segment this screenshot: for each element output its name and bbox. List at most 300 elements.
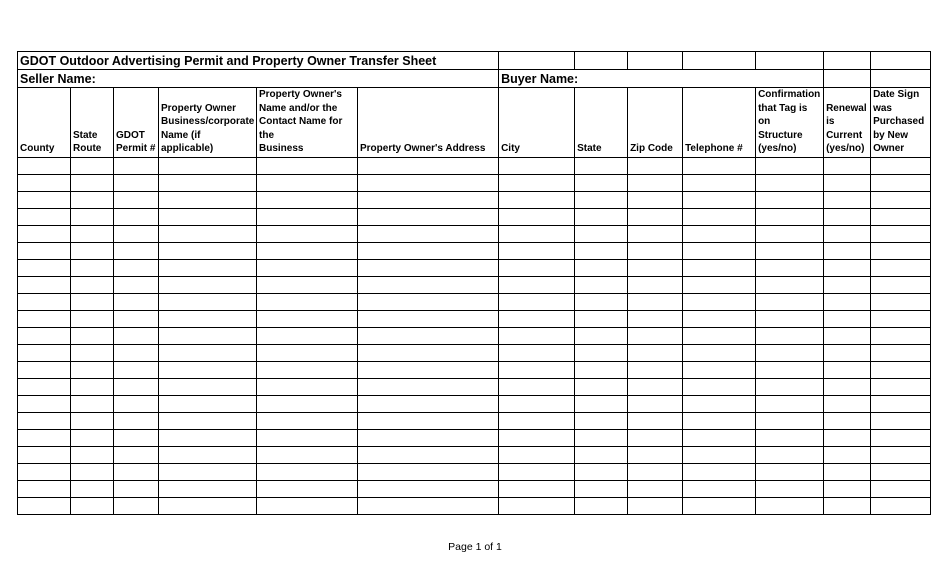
table-cell[interactable] (257, 481, 358, 498)
table-cell[interactable] (628, 430, 683, 447)
table-cell[interactable] (824, 498, 871, 515)
table-cell[interactable] (871, 208, 931, 225)
table-cell[interactable] (756, 276, 824, 293)
table-cell[interactable] (824, 157, 871, 174)
table-cell[interactable] (499, 464, 575, 481)
table-cell[interactable] (18, 430, 71, 447)
table-cell[interactable] (159, 157, 257, 174)
table-cell[interactable] (358, 276, 499, 293)
table-cell[interactable] (871, 498, 931, 515)
table-cell[interactable] (756, 362, 824, 379)
table-cell[interactable] (683, 242, 756, 259)
table-cell[interactable] (871, 259, 931, 276)
column-header-line: Property Owner's Address (360, 143, 486, 154)
table-cell[interactable] (499, 259, 575, 276)
table-cell[interactable] (499, 327, 575, 344)
table-cell[interactable] (18, 208, 71, 225)
table-cell[interactable] (683, 464, 756, 481)
table-cell[interactable] (159, 447, 257, 464)
table-cell[interactable] (159, 208, 257, 225)
table-cell[interactable] (628, 276, 683, 293)
table-cell[interactable] (71, 242, 114, 259)
table-cell[interactable] (114, 481, 159, 498)
table-cell[interactable] (71, 447, 114, 464)
table-cell[interactable] (257, 464, 358, 481)
table-cell[interactable] (71, 464, 114, 481)
table-cell[interactable] (683, 276, 756, 293)
table-cell[interactable] (71, 259, 114, 276)
table-cell[interactable] (114, 310, 159, 327)
table-cell[interactable] (871, 396, 931, 413)
table-cell[interactable] (756, 464, 824, 481)
table-cell[interactable] (18, 327, 71, 344)
table-cell[interactable] (257, 345, 358, 362)
table-cell[interactable] (358, 447, 499, 464)
table-cell[interactable] (756, 498, 824, 515)
table-cell[interactable] (575, 157, 628, 174)
table-cell[interactable] (871, 310, 931, 327)
table-cell[interactable] (575, 464, 628, 481)
table-cell[interactable] (575, 174, 628, 191)
table-cell[interactable] (824, 413, 871, 430)
table-cell[interactable] (871, 225, 931, 242)
table-cell[interactable] (159, 276, 257, 293)
table-cell[interactable] (159, 396, 257, 413)
table-cell[interactable] (358, 345, 499, 362)
table-cell[interactable] (756, 242, 824, 259)
table-cell[interactable] (824, 293, 871, 310)
table-cell[interactable] (575, 430, 628, 447)
table-cell[interactable] (499, 293, 575, 310)
table-cell[interactable] (575, 259, 628, 276)
title-blank-cell[interactable] (756, 52, 824, 70)
table-cell[interactable] (871, 174, 931, 191)
table-cell[interactable] (114, 174, 159, 191)
table-cell[interactable] (871, 379, 931, 396)
table-cell[interactable] (756, 157, 824, 174)
table-cell[interactable] (71, 174, 114, 191)
column-header-line: Telephone # (685, 143, 743, 154)
table-cell[interactable] (114, 379, 159, 396)
table-cell[interactable] (257, 362, 358, 379)
table-cell[interactable] (499, 413, 575, 430)
table-cell[interactable] (628, 208, 683, 225)
table-cell[interactable] (499, 157, 575, 174)
table-cell[interactable] (18, 447, 71, 464)
table-cell[interactable] (824, 327, 871, 344)
table-cell[interactable] (628, 157, 683, 174)
table-cell[interactable] (71, 379, 114, 396)
table-cell[interactable] (499, 362, 575, 379)
table-cell[interactable] (358, 259, 499, 276)
table-cell[interactable] (114, 208, 159, 225)
table-cell[interactable] (824, 276, 871, 293)
table-cell[interactable] (71, 276, 114, 293)
table-cell[interactable] (114, 225, 159, 242)
table-cell[interactable] (358, 481, 499, 498)
table-cell[interactable] (824, 310, 871, 327)
table-cell[interactable] (358, 293, 499, 310)
table-cell[interactable] (756, 396, 824, 413)
table-cell[interactable] (114, 396, 159, 413)
table-cell[interactable] (575, 396, 628, 413)
table-cell[interactable] (71, 327, 114, 344)
table-cell[interactable] (756, 259, 824, 276)
table-cell[interactable] (756, 225, 824, 242)
table-cell[interactable] (683, 379, 756, 396)
table-cell[interactable] (257, 447, 358, 464)
table-cell[interactable] (683, 310, 756, 327)
table-cell[interactable] (683, 208, 756, 225)
title-blank-cell[interactable] (871, 52, 931, 70)
table-cell[interactable] (114, 259, 159, 276)
table-cell[interactable] (358, 379, 499, 396)
table-cell[interactable] (499, 242, 575, 259)
names-row (18, 70, 931, 88)
table-cell[interactable] (18, 396, 71, 413)
table-cell[interactable] (824, 430, 871, 447)
table-cell[interactable] (575, 191, 628, 208)
table-cell[interactable] (18, 345, 71, 362)
names-blank-cell[interactable] (824, 70, 871, 88)
table-cell[interactable] (159, 242, 257, 259)
table-cell[interactable] (18, 293, 71, 310)
table-cell[interactable] (628, 379, 683, 396)
table-cell[interactable] (824, 362, 871, 379)
table-cell[interactable] (824, 396, 871, 413)
column-header-line: Purchased (873, 116, 925, 127)
table-cell[interactable] (628, 225, 683, 242)
table-cell[interactable] (871, 276, 931, 293)
table-cell[interactable] (628, 362, 683, 379)
table-cell[interactable] (499, 396, 575, 413)
table-cell[interactable] (756, 293, 824, 310)
table-cell[interactable] (628, 481, 683, 498)
table-cell[interactable] (358, 396, 499, 413)
table-cell[interactable] (628, 498, 683, 515)
table-cell[interactable] (71, 293, 114, 310)
table-cell[interactable] (358, 413, 499, 430)
table-cell[interactable] (358, 464, 499, 481)
table-cell[interactable] (159, 174, 257, 191)
table-cell[interactable] (683, 293, 756, 310)
column-header (824, 88, 871, 158)
table-cell[interactable] (628, 327, 683, 344)
table-cell[interactable] (71, 191, 114, 208)
table-cell[interactable] (257, 396, 358, 413)
table-cell[interactable] (358, 225, 499, 242)
table-cell[interactable] (499, 225, 575, 242)
table-cell[interactable] (628, 242, 683, 259)
table-cell[interactable] (159, 293, 257, 310)
table-cell[interactable] (18, 225, 71, 242)
table-cell[interactable] (159, 310, 257, 327)
table-cell[interactable] (114, 157, 159, 174)
table-cell[interactable] (683, 191, 756, 208)
table-cell[interactable] (71, 310, 114, 327)
table-cell[interactable] (257, 379, 358, 396)
table-row (18, 379, 931, 396)
seller-name-field[interactable]: Seller Name: (18, 70, 499, 88)
table-cell[interactable] (756, 191, 824, 208)
table-cell[interactable] (499, 174, 575, 191)
table-cell[interactable] (114, 242, 159, 259)
table-cell[interactable] (871, 362, 931, 379)
title-blank-cell[interactable] (628, 52, 683, 70)
table-cell[interactable] (71, 208, 114, 225)
table-cell[interactable] (575, 208, 628, 225)
table-cell[interactable] (257, 157, 358, 174)
table-cell[interactable] (756, 327, 824, 344)
title-blank-cell[interactable] (824, 52, 871, 70)
table-cell[interactable] (71, 430, 114, 447)
column-header (257, 88, 358, 158)
table-cell[interactable] (824, 259, 871, 276)
table-cell[interactable] (824, 464, 871, 481)
table-cell[interactable] (756, 208, 824, 225)
table-cell[interactable] (628, 174, 683, 191)
table-cell[interactable] (114, 447, 159, 464)
table-row (18, 174, 931, 191)
table-cell[interactable] (159, 464, 257, 481)
table-cell[interactable] (358, 157, 499, 174)
table-cell[interactable] (257, 498, 358, 515)
column-header-line: Renewal (826, 102, 867, 114)
table-cell[interactable] (114, 498, 159, 515)
table-cell[interactable] (628, 259, 683, 276)
table-cell[interactable] (18, 362, 71, 379)
table-cell[interactable] (18, 498, 71, 515)
table-cell[interactable] (628, 293, 683, 310)
table-cell[interactable] (756, 174, 824, 191)
table-cell[interactable] (575, 413, 628, 430)
table-cell[interactable] (683, 430, 756, 447)
column-header-line: Permit # (116, 143, 156, 154)
table-cell[interactable] (159, 191, 257, 208)
table-cell[interactable] (257, 327, 358, 344)
table-cell[interactable] (756, 430, 824, 447)
buyer-name-field[interactable]: Buyer Name: (499, 70, 824, 88)
table-cell[interactable] (756, 481, 824, 498)
table-cell[interactable] (575, 293, 628, 310)
table-cell[interactable] (575, 345, 628, 362)
table-cell[interactable] (824, 379, 871, 396)
table-cell[interactable] (683, 396, 756, 413)
table-cell[interactable] (628, 413, 683, 430)
table-cell[interactable] (358, 430, 499, 447)
table-cell[interactable] (499, 276, 575, 293)
table-cell[interactable] (824, 225, 871, 242)
table-cell[interactable] (358, 191, 499, 208)
table-cell[interactable] (871, 447, 931, 464)
table-cell[interactable] (628, 396, 683, 413)
transfer-sheet-table (17, 51, 931, 515)
table-cell[interactable] (756, 413, 824, 430)
table-cell[interactable] (159, 430, 257, 447)
table-cell[interactable] (18, 242, 71, 259)
table-cell[interactable] (683, 481, 756, 498)
table-cell[interactable] (871, 345, 931, 362)
table-cell[interactable] (358, 208, 499, 225)
table-cell[interactable] (257, 276, 358, 293)
table-cell[interactable] (756, 345, 824, 362)
table-cell[interactable] (358, 310, 499, 327)
table-cell[interactable] (575, 362, 628, 379)
table-cell[interactable] (71, 498, 114, 515)
table-cell[interactable] (114, 464, 159, 481)
table-cell[interactable] (114, 413, 159, 430)
table-cell[interactable] (871, 157, 931, 174)
table-cell[interactable] (257, 293, 358, 310)
table-cell[interactable] (683, 259, 756, 276)
names-blank-cell[interactable] (871, 70, 931, 88)
table-cell[interactable] (114, 191, 159, 208)
table-cell[interactable] (683, 345, 756, 362)
table-cell[interactable] (628, 310, 683, 327)
table-cell[interactable] (71, 413, 114, 430)
table-cell[interactable] (114, 293, 159, 310)
table-cell[interactable] (159, 498, 257, 515)
table-cell[interactable] (756, 447, 824, 464)
table-cell[interactable] (18, 259, 71, 276)
table-cell[interactable] (18, 379, 71, 396)
table-cell[interactable] (683, 157, 756, 174)
table-cell[interactable] (71, 345, 114, 362)
table-cell[interactable] (358, 174, 499, 191)
table-cell[interactable] (756, 379, 824, 396)
column-header (71, 88, 114, 158)
table-cell[interactable] (499, 498, 575, 515)
table-cell[interactable] (71, 362, 114, 379)
table-cell[interactable] (257, 174, 358, 191)
table-cell[interactable] (18, 481, 71, 498)
table-cell[interactable] (159, 259, 257, 276)
table-cell[interactable] (499, 191, 575, 208)
table-cell[interactable] (575, 481, 628, 498)
table-cell[interactable] (18, 413, 71, 430)
table-cell[interactable] (114, 276, 159, 293)
table-cell[interactable] (358, 498, 499, 515)
table-cell[interactable] (499, 481, 575, 498)
table-cell[interactable] (257, 430, 358, 447)
table-cell[interactable] (683, 413, 756, 430)
table-cell[interactable] (628, 447, 683, 464)
table-cell[interactable] (683, 362, 756, 379)
table-cell[interactable] (499, 310, 575, 327)
table-cell[interactable] (683, 447, 756, 464)
table-cell[interactable] (159, 481, 257, 498)
table-cell[interactable] (871, 191, 931, 208)
table-cell[interactable] (18, 464, 71, 481)
table-cell[interactable] (575, 447, 628, 464)
table-cell[interactable] (575, 276, 628, 293)
table-cell[interactable] (824, 191, 871, 208)
table-cell[interactable] (159, 362, 257, 379)
title-blank-cell[interactable] (499, 52, 575, 70)
table-cell[interactable] (575, 225, 628, 242)
table-cell[interactable] (824, 345, 871, 362)
table-cell[interactable] (499, 345, 575, 362)
table-cell[interactable] (683, 174, 756, 191)
table-cell[interactable] (499, 379, 575, 396)
table-cell[interactable] (159, 345, 257, 362)
table-cell[interactable] (159, 379, 257, 396)
table-cell[interactable] (257, 208, 358, 225)
table-cell[interactable] (575, 310, 628, 327)
table-cell[interactable] (257, 413, 358, 430)
table-cell[interactable] (824, 208, 871, 225)
table-cell[interactable] (18, 310, 71, 327)
table-cell[interactable] (18, 174, 71, 191)
title-blank-cell[interactable] (683, 52, 756, 70)
table-cell[interactable] (871, 242, 931, 259)
table-cell[interactable] (358, 327, 499, 344)
table-cell[interactable] (824, 242, 871, 259)
column-header-line: Business/corporate (161, 116, 255, 127)
table-cell[interactable] (159, 413, 257, 430)
title-blank-cell[interactable] (575, 52, 628, 70)
table-cell[interactable] (683, 327, 756, 344)
table-row (18, 498, 931, 515)
table-cell[interactable] (71, 225, 114, 242)
table-cell[interactable] (824, 447, 871, 464)
table-cell[interactable] (159, 225, 257, 242)
column-header-line: Confirmation (758, 89, 821, 100)
table-cell[interactable] (71, 157, 114, 174)
table-cell[interactable] (114, 362, 159, 379)
table-cell[interactable] (628, 345, 683, 362)
table-cell[interactable] (575, 327, 628, 344)
table-cell[interactable] (628, 191, 683, 208)
table-cell[interactable] (871, 430, 931, 447)
table-cell[interactable] (499, 430, 575, 447)
table-cell[interactable] (114, 345, 159, 362)
table-cell[interactable] (871, 327, 931, 344)
table-cell[interactable] (257, 310, 358, 327)
table-cell[interactable] (71, 396, 114, 413)
table-cell[interactable] (257, 259, 358, 276)
table-cell[interactable] (824, 174, 871, 191)
table-cell[interactable] (257, 225, 358, 242)
table-cell[interactable] (575, 379, 628, 396)
table-cell[interactable] (18, 191, 71, 208)
table-cell[interactable] (257, 191, 358, 208)
column-header-line: City (501, 143, 520, 154)
table-cell[interactable] (114, 327, 159, 344)
table-cell[interactable] (499, 208, 575, 225)
table-cell[interactable] (71, 481, 114, 498)
table-cell[interactable] (824, 481, 871, 498)
table-cell[interactable] (871, 413, 931, 430)
table-cell[interactable] (683, 498, 756, 515)
table-cell[interactable] (18, 276, 71, 293)
table-cell[interactable] (499, 447, 575, 464)
table-cell[interactable] (18, 157, 71, 174)
table-cell[interactable] (628, 464, 683, 481)
table-cell[interactable] (683, 225, 756, 242)
table-cell[interactable] (257, 242, 358, 259)
table-cell[interactable] (575, 242, 628, 259)
table-cell[interactable] (756, 310, 824, 327)
table-cell[interactable] (871, 481, 931, 498)
table-cell[interactable] (575, 498, 628, 515)
table-cell[interactable] (114, 430, 159, 447)
table-cell[interactable] (358, 242, 499, 259)
table-cell[interactable] (871, 464, 931, 481)
table-cell[interactable] (159, 327, 257, 344)
table-cell[interactable] (871, 293, 931, 310)
table-cell[interactable] (358, 362, 499, 379)
